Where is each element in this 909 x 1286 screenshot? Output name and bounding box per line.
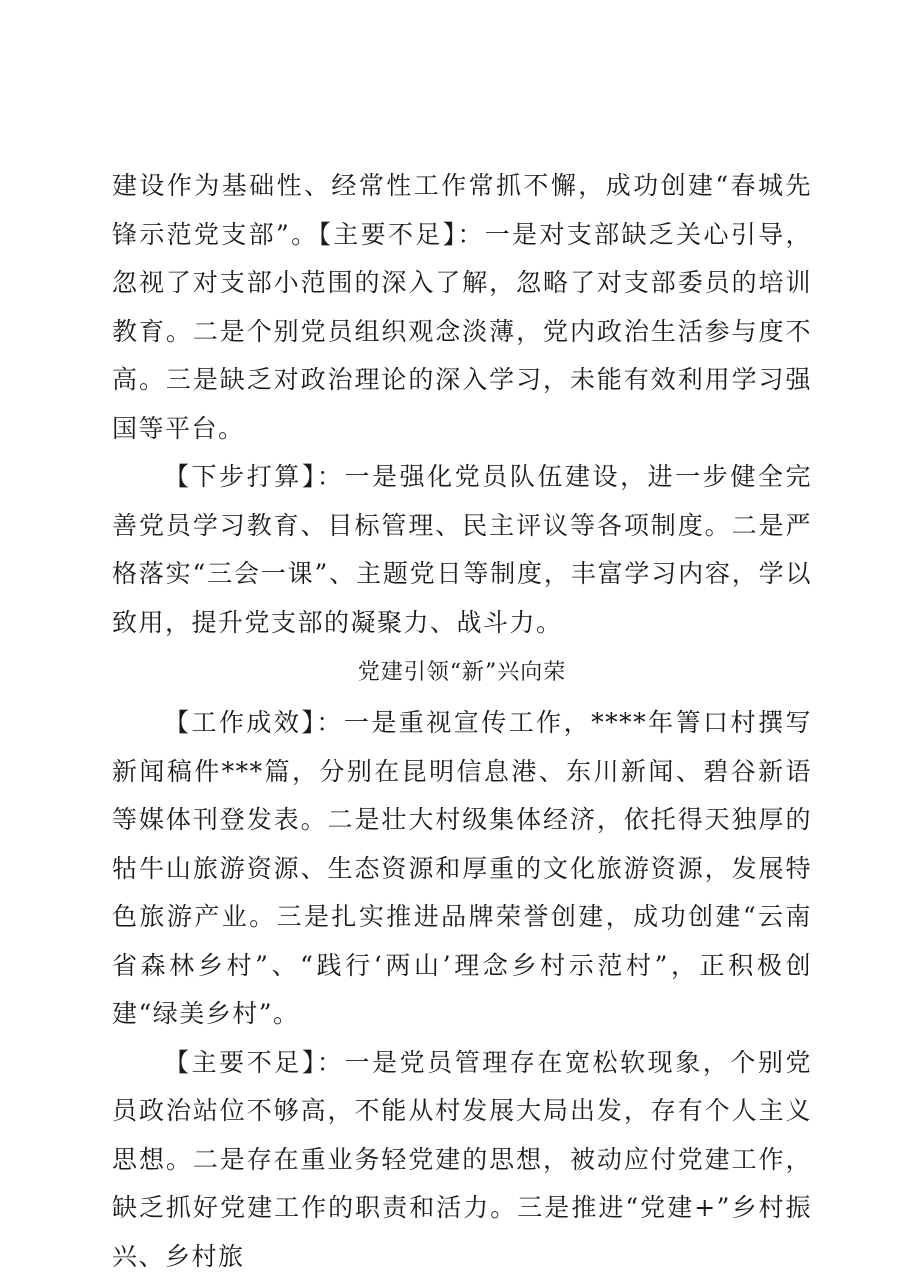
paragraph-continued: 建设作为基础性、经常性工作常抓不懈，成功创建“春城先锋示范党支部”。【主要不足】：一是对支部缺乏关心引导，忽视了对支部小范围的深入了解，忽略了对支部委员的培训教育。二是个别党员组织观念淡薄，党内政治生活参与度不高。三是缺乏对政治理论的深入学习，未能有效利用学习强国等平台。 [112, 171, 812, 443]
paragraph-next-steps: 【下步打算】：一是强化党员队伍建设，进一步健全完善党员学习教育、目标管理、民主评议等各项制度。二是严格落实“三会一课”、主题党日等制度，丰富学习内容，学以致用，提升党支部的凝聚力、战斗力。 [112, 462, 812, 637]
paragraph-shortcomings: 【主要不足】：一是党员管理存在宽松软现象，个别党员政治站位不够高，不能从村发展大局出发，存有个人主义思想。二是存在重业务轻党建的思想，被动应付党建工作，缺乏抓好党建工作的职责和活力。三是推进“党建+”乡村振兴、乡村旅 [112, 1047, 812, 1271]
section-title: 党建引领“新”兴向荣 [357, 660, 567, 685]
document-body [112, 162, 812, 1281]
paragraph-work-results: 【工作成效】：一是重视宣传工作，****年箐口村撰写新闻稿件***篇，分别在昆明信息港、东川新闻、碧谷新语等媒体刊登发表。二是壮大村级集体经济，依托得天独厚的牯牛山旅游资源、生态资源和厚重的文化旅游资源，发展特色旅游产业。三是扎实推进品牌荣誉创建，成功创建“云南省森林乡村”、“践行‘两山’理念乡村示范村”，正积极创建“绿美乡村”。 [112, 708, 812, 1028]
